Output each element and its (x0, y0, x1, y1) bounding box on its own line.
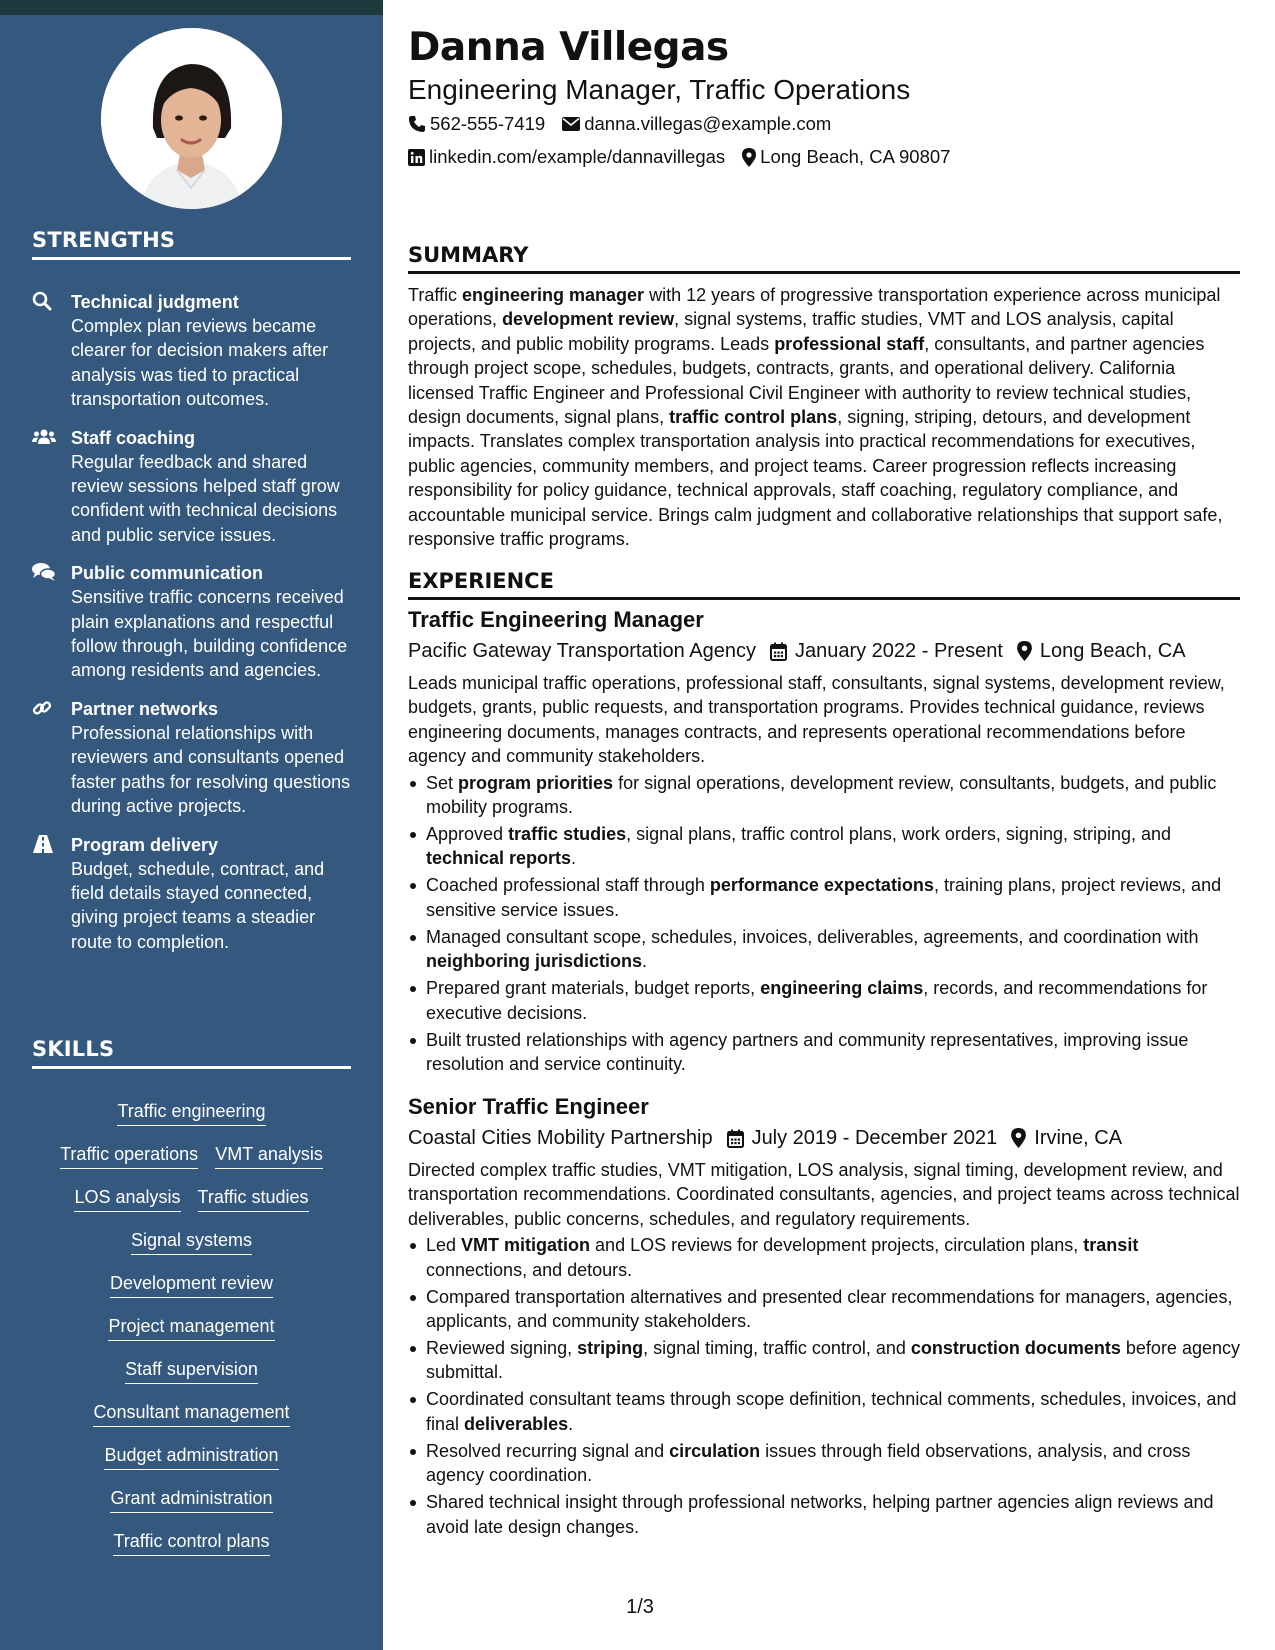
summary-heading: SUMMARY (408, 243, 1240, 274)
strength-item (32, 290, 352, 412)
achievement-bullet: Set program priorities for signal operations, development review, consultants, budgets, and public mobility programs. (408, 771, 1240, 820)
position-meta (408, 1125, 1240, 1151)
road-icon (32, 834, 54, 854)
linkedin-text: linkedin.com/example/dannavillegas (429, 146, 726, 167)
date-text: January 2022 - Present (794, 640, 1003, 662)
page-number: 1/3 (626, 1596, 654, 1618)
company-name: Pacific Gateway Transportation Agency (408, 640, 756, 662)
calendar-icon (727, 1129, 744, 1148)
achievement-bullet: Managed consultant scope, schedules, invoices, deliverables, agreements, and coordination with neighboring jurisdictions. (408, 925, 1240, 974)
skill-tag: Signal systems (32, 1229, 351, 1255)
job-title-headline: Engineering Manager, Traffic Operations (408, 74, 911, 105)
linkedin-icon (408, 149, 425, 166)
achievement-bullet: Approved traffic studies, signal plans, traffic control plans, work orders, signing, striping, and technical reports. (408, 822, 1240, 871)
map-pin-icon (1017, 641, 1032, 661)
skills-list (32, 1100, 351, 1556)
location-text: Irvine, CA (1034, 1127, 1123, 1149)
portrait-illustration (101, 28, 282, 209)
strength-title: Staff coaching (71, 427, 196, 448)
search-icon (32, 291, 54, 311)
email-text: danna.villegas@example.com (584, 113, 832, 134)
contact-row (408, 146, 967, 168)
comments-icon (32, 562, 54, 582)
map-pin-icon (1011, 1128, 1026, 1148)
phone-icon (408, 115, 426, 133)
skill-tag: Staff supervision (32, 1358, 351, 1384)
envelope-icon (562, 117, 580, 131)
strength-title: Program delivery (71, 834, 219, 855)
skill-tag: Traffic studies (198, 1186, 309, 1212)
skill-tag: Traffic control plans (32, 1530, 351, 1556)
contact-row (408, 113, 848, 135)
achievement-list (408, 1233, 1240, 1539)
position-title: Senior Traffic Engineer (408, 1094, 649, 1119)
calendar-icon (770, 642, 787, 661)
strength-description: Complex plan reviews became clearer for decision makers after analysis was tied to practical transportation outcomes. (71, 316, 329, 410)
position-description: Directed complex traffic studies, VMT mitigation, LOS analysis, signal timing, development review, and transportation recommendations. Coordinated consultants, agencies, and project teams across technical deliverables, public concerns, schedules, and regulatory requirements. (408, 1160, 1240, 1229)
candidate-name: Danna Villegas (408, 25, 729, 70)
skills-heading: SKILLS (32, 1037, 351, 1069)
skill-tag: Consultant management (32, 1401, 351, 1427)
phone-text: 562-555-7419 (430, 113, 546, 134)
strength-item (32, 426, 352, 548)
linkedin-contact[interactable] (408, 146, 725, 168)
strength-description: Professional relationships with reviewers and consultants opened faster paths for resolving questions during active projects. (71, 722, 351, 817)
job-location (1011, 1125, 1122, 1151)
location-text: Long Beach, CA (1039, 640, 1186, 662)
achievement-bullet: Coached professional staff through performance expectations, training plans, project reviews, and sensitive service issues. (408, 873, 1240, 922)
skill-tag: Development review (32, 1272, 351, 1298)
date-text: July 2019 - December 2021 (751, 1127, 998, 1149)
achievement-bullet: Shared technical insight through professional networks, helping partner agencies align reviews and avoid late design changes. (408, 1490, 1240, 1539)
achievement-bullet: Reviewed signing, striping, signal timing, traffic control, and construction documents before agency submittal. (408, 1336, 1240, 1385)
top-accent-bar (0, 0, 383, 15)
users-icon (32, 427, 54, 447)
location-text: Long Beach, CA 90807 (760, 146, 951, 167)
profile-photo (101, 28, 282, 209)
achievement-bullet: Led VMT mitigation and LOS reviews for development projects, circulation plans, transit connections, and detours. (408, 1233, 1240, 1282)
skill-tag: Traffic engineering (32, 1100, 351, 1126)
achievement-bullet: Resolved recurring signal and circulation issues through field observations, analysis, and cross agency coordination. (408, 1439, 1240, 1488)
email-contact[interactable] (562, 113, 831, 135)
strength-title: Partner networks (71, 698, 219, 719)
achievement-bullet: Coordinated consultant teams through scope definition, technical comments, schedules, invoices, and final deliverables. (408, 1387, 1240, 1436)
skill-tag: Traffic operations (60, 1143, 198, 1169)
strength-description: Sensitive traffic concerns received plain explanations and respectful follow through, building confidence among residents and agencies. (71, 587, 348, 681)
map-pin-icon (742, 148, 756, 167)
sidebar (0, 15, 383, 1650)
skill-tag: Grant administration (32, 1487, 351, 1513)
strength-item (32, 833, 352, 955)
strength-item (32, 561, 352, 683)
achievement-bullet: Built trusted relationships with agency partners and community representatives, improving issue resolution and service continuity. (408, 1028, 1240, 1077)
experience-item (408, 1093, 1240, 1542)
experience-item (408, 606, 1240, 1079)
achievement-bullet: Prepared grant materials, budget reports, engineering claims, records, and recommendations for executive decisions. (408, 976, 1240, 1025)
location-contact (742, 146, 950, 168)
position-title: Traffic Engineering Manager (408, 607, 704, 632)
skill-tag: Budget administration (32, 1444, 351, 1470)
position-meta (408, 638, 1240, 664)
strength-title: Technical judgment (71, 292, 239, 312)
skill-tag: Project management (32, 1315, 351, 1341)
link-icon (32, 698, 54, 718)
strength-description: Budget, schedule, contract, and field details stayed connected, giving project teams a steadier route to completion. (71, 858, 325, 952)
strength-title: Public communication (71, 563, 264, 584)
strengths-list (32, 290, 352, 968)
skill-tag: LOS analysis (74, 1186, 180, 1212)
summary-text: Traffic engineering manager with 12 years of progressive transportation experience across municipal operations, development review, signal systems, traffic studies, VMT and LOS analysis, capital projects, and public mobility programs. Leads professional staff, consultants, and partner agencies through project scope, schedules, budgets, contracts, grants, and operational delivery. California licensed Traffic Engineer and Professional Civil Engineer with authority to review technical studies, design documents, signal plans, traffic control plans, signing, striping, detours, and development impacts. Translates complex transportation analysis into practical recommendations for executives, public agencies, community members, and project teams. Career progression reflects increasing responsibility for policy guidance, technical approvals, staff coaching, regulatory compliance, and accountable municipal service. Brings calm judgment and collaborative relationships that support safe, responsive traffic programs. (408, 285, 1223, 550)
date-range (770, 638, 1003, 664)
experience-heading: EXPERIENCE (408, 569, 1240, 600)
date-range (727, 1125, 998, 1151)
strengths-heading: STRENGTHS (32, 228, 351, 260)
strength-item (32, 697, 352, 819)
achievement-bullet: Compared transportation alternatives and presented clear recommendations for managers, agencies, applicants, and community stakeholders. (408, 1285, 1240, 1334)
company-name: Coastal Cities Mobility Partnership (408, 1127, 713, 1149)
strength-description: Regular feedback and shared review sessions helped staff grow confident with technical decisions and public service issues. (71, 451, 340, 545)
achievement-list (408, 771, 1240, 1077)
skill-tag: VMT analysis (215, 1143, 323, 1169)
job-location (1017, 638, 1186, 664)
position-description: Leads municipal traffic operations, professional staff, consultants, signal systems, development review, budgets, grants, public requests, and transportation programs. Provides technical guidance, reviews engineering documents, manages contracts, and represents operational recommendations before agency and community stakeholders. (408, 673, 1225, 767)
phone-contact[interactable] (408, 113, 545, 135)
